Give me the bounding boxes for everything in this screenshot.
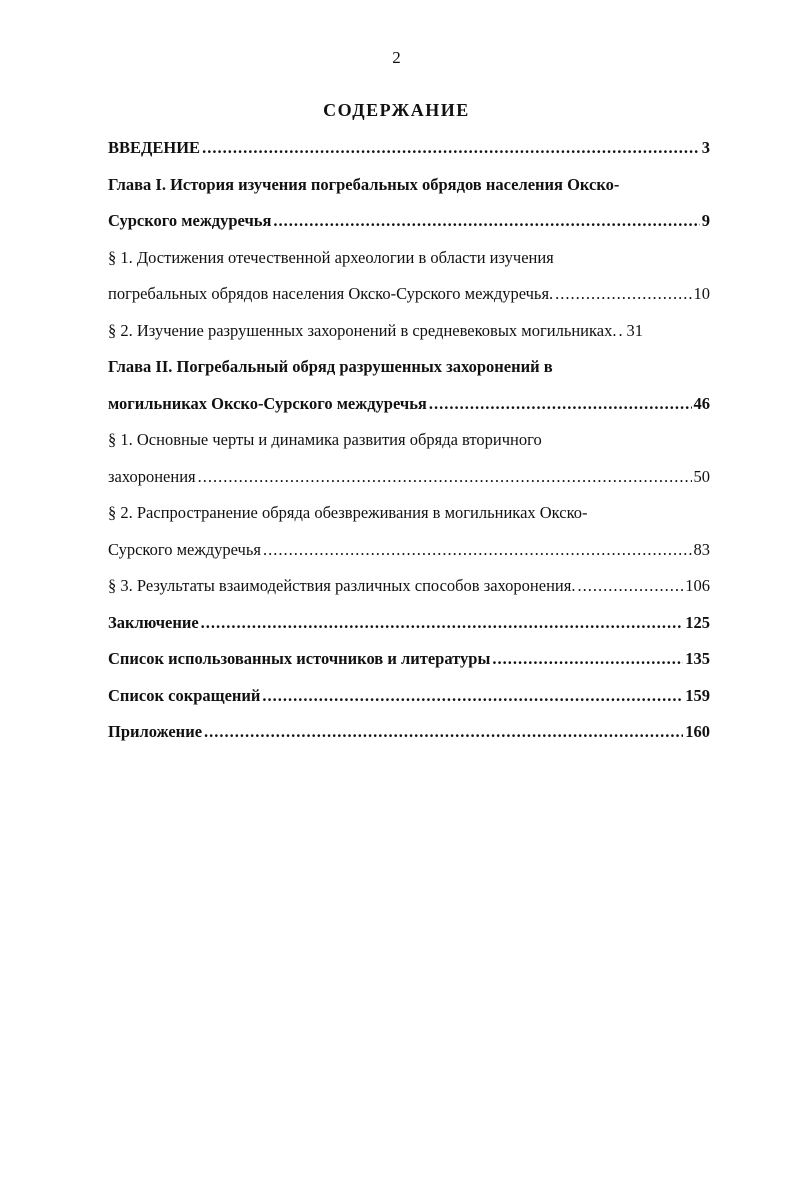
table-of-contents xyxy=(108,130,710,751)
toc-entry-ch2-sec1-cont[interactable] xyxy=(108,459,710,496)
toc-entry-ch1-sec1-cont[interactable] xyxy=(108,276,710,313)
dot-leader xyxy=(273,203,699,240)
dot-leader xyxy=(202,130,700,167)
toc-entry-page: 159 xyxy=(685,685,710,705)
dot-leader xyxy=(198,459,692,496)
toc-entry-title: могильниках Окско-Сурского междуречья xyxy=(108,393,427,413)
toc-entry-title: Глава I. История изучения погребальных обрядов населения Окско- xyxy=(108,174,620,194)
dot-leader xyxy=(492,641,683,678)
page-number: 2 xyxy=(392,48,401,67)
toc-entry-title: захоронения xyxy=(108,466,196,486)
toc-entry-page: 106 xyxy=(685,576,710,595)
toc-entry-page: 9 xyxy=(701,211,710,230)
toc-entry-ch1-sec1[interactable] xyxy=(108,240,710,277)
toc-entry-title: Сурского междуречья xyxy=(108,211,272,230)
toc-entry-title: § 2. Распространение обряда обезвреживания в могильниках Окско- xyxy=(108,503,588,522)
toc-entry-appendix[interactable] xyxy=(108,714,710,751)
dot-leader xyxy=(618,313,624,350)
toc-entry-page: 125 xyxy=(685,612,710,632)
dot-leader xyxy=(201,605,684,642)
toc-entry-introduction[interactable] xyxy=(108,130,710,167)
toc-entry-page: 160 xyxy=(685,722,710,741)
toc-entry-conclusion[interactable] xyxy=(108,605,710,642)
toc-entry-page: 31 xyxy=(626,320,643,340)
toc-entry-title: § 1. Достижения отечественной археологии в области изучения xyxy=(108,247,554,267)
toc-entry-page: 46 xyxy=(693,393,710,413)
toc-entry-title: Приложение xyxy=(108,722,203,741)
toc-entry-chapter-2[interactable] xyxy=(108,349,710,386)
dot-leader xyxy=(429,386,692,423)
dot-leader xyxy=(263,532,692,569)
toc-entry-title: Список сокращений xyxy=(108,685,261,705)
toc-entry-title: § 2. Изучение разрушенных захоронений в средневековых могильниках. xyxy=(108,320,617,340)
toc-entry-page: 50 xyxy=(693,466,710,486)
toc-entry-title: Глава II. Погребальный обряд разрушенных захоронений в xyxy=(108,357,553,376)
toc-entry-chapter-2-cont[interactable] xyxy=(108,386,710,423)
toc-entry-title: ВВЕДЕНИЕ xyxy=(108,138,201,157)
toc-entry-ch2-sec2[interactable] xyxy=(108,495,710,532)
dot-leader xyxy=(577,568,683,605)
toc-entry-ch2-sec2-cont[interactable] xyxy=(108,532,710,569)
toc-entry-ch2-sec3[interactable] xyxy=(108,568,710,605)
toc-entry-title: Заключение xyxy=(108,612,199,632)
dot-leader xyxy=(262,678,683,715)
dot-leader xyxy=(555,276,691,313)
toc-entry-title: Список использованных источников и литературы xyxy=(108,649,491,668)
toc-entry-ch1-sec2[interactable] xyxy=(108,313,710,350)
toc-entry-bibliography[interactable] xyxy=(108,641,710,678)
toc-entry-page: 3 xyxy=(701,138,710,157)
toc-entry-chapter-1-cont[interactable] xyxy=(108,203,710,240)
toc-entry-page: 83 xyxy=(693,539,710,559)
toc-entry-ch2-sec1[interactable] xyxy=(108,422,710,459)
toc-entry-page: 10 xyxy=(693,284,710,303)
toc-entry-title: § 1. Основные черты и динамика развития обряда вторичного xyxy=(108,430,542,449)
toc-entry-title: Сурского междуречья xyxy=(108,539,261,559)
toc-entry-abbreviations[interactable] xyxy=(108,678,710,715)
toc-title: СОДЕРЖАНИЕ xyxy=(323,100,470,120)
toc-entry-title: погребальных обрядов населения Окско-Сурского междуречья. xyxy=(108,284,554,303)
toc-entry-page: 135 xyxy=(685,649,710,668)
toc-entry-title: § 3. Результаты взаимодействия различных способов захоронения. xyxy=(108,576,576,595)
dot-leader xyxy=(204,714,683,751)
toc-entry-chapter-1[interactable] xyxy=(108,167,710,204)
